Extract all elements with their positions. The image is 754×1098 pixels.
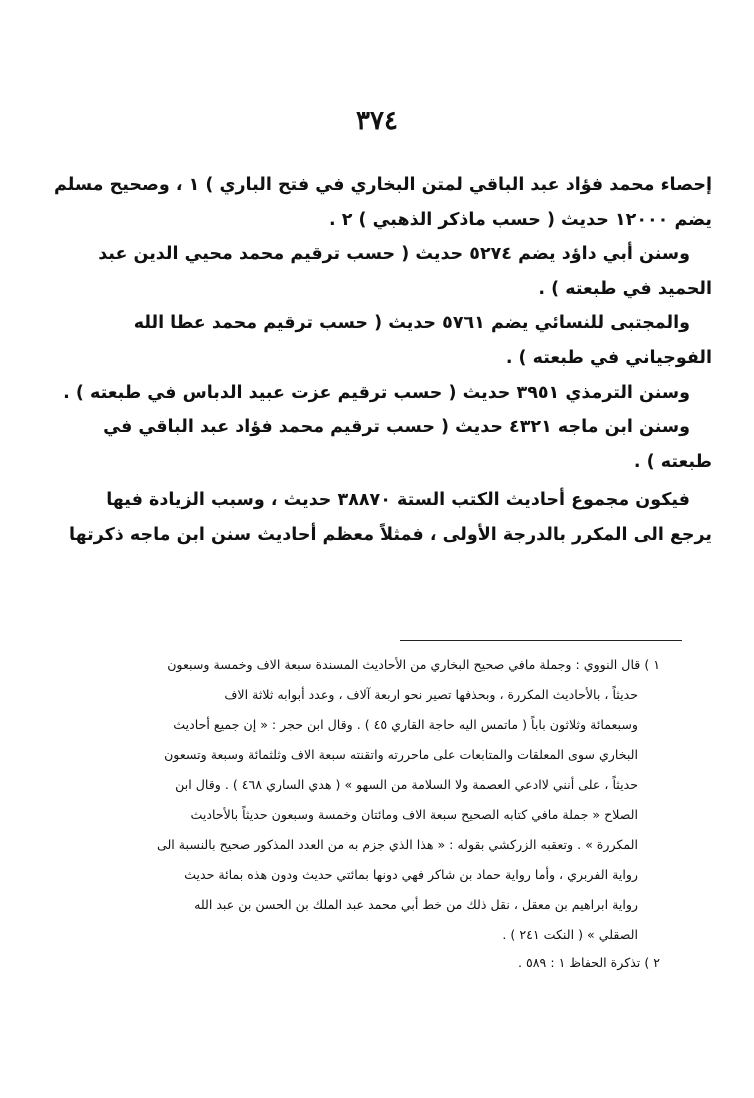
body-line: يضم ١٢٠٠٠ حديث ( حسب ماذكر الذهبي ) ٢ . [328,209,712,230]
body-line: والمجتبى للنسائي يضم ٥٧٦١ حديث ( حسب ترقيم محمد عطا الله [133,313,690,334]
body-line: وسنن الترمذي ٣٩٥١ حديث ( حسب ترقيم عزت عبيد الدباس في طبعته ) . [63,382,690,403]
body-line: يرجع الى المكرر بالدرجة الأولى ، فمثلاً معظم أحاديث سنن ابن ماجه ذكرتها [69,524,712,545]
body-line: وسنن ابن ماجه ٤٣٢١ حديث ( حسب ترقيم محمد فؤاد عبد الباقي في [103,417,690,438]
footnote-1-line: حديثاً ، على أنني لاادعي العصمة ولا السلامة من السهو » ( هدي الساري ٤٦٨ ) . وقال ابن [175,777,638,792]
footnote-2: ٢ ) تذكرة الحفاظ ١ : ٥٨٩ . [518,955,660,970]
footnote-1-line: ١ ) قال النووي : وجملة مافي صحيح البخاري من الأحاديث المسندة سبعة الاف وخمسة وسبعون [167,657,660,672]
body-line: الحميد في طبعته ) . [538,278,712,299]
footnote-1-line: وسبعمائة وثلاثون باباً ( ماتمس اليه حاجة القاري ٤٥ ) . وقال ابن حجر : « إن جميع أحاديث [173,717,638,732]
footnotes [78,650,660,976]
footnote-1-line: حديثاً ، بالأحاديث المكررة ، وبحذفها تصير نحو اربعة آلاف ، وعدد أبوابه ثلاثة الاف [224,687,638,702]
footnote-1-line: رواية ابراهيم بن معقل ، نقل ذلك من خط أبي محمد عبد الملك بن الحسن بن عبد الله [194,897,638,912]
body-line: وسنن أبي داؤد يضم ٥٢٧٤ حديث ( حسب ترقيم محمد محيي الدين عبد [98,244,690,265]
body-line: الفوجياني في طبعته ) . [505,347,712,368]
footnote-divider [400,640,682,641]
footnote-1-line: المكررة » . وتعقبه الزركشي بقوله : « هذا الذي جزم به من العدد المذكور صحيح بالنسبة الى [156,837,638,852]
body-line: إحصاء محمد فؤاد عبد الباقي لمتن البخاري في فتح الباري ) ١ ، وصحيح مسلم [53,175,712,195]
page-number: ٣٧٤ [356,106,398,136]
footnote-1-line: الصقلي » ( النكت ٢٤١ ) . [502,927,638,942]
main-text [53,168,712,553]
body-line: فيكون مجموع أحاديث الكتب الستة ٣٨٨٧٠ حديث ، وسبب الزيادة فيها [106,490,690,511]
footnote-1-line: البخاري سوى المعلقات والمتابعات على ماحررته واتقنته سبعة الاف وثلثمائة وسبعة وتسعون [164,747,638,762]
footnote-1-line: الصلاح « جملة مافي كتابه الصحيح سبعة الاف ومائتان وخمسة وسبعون حديثاً بالأحاديث [190,807,638,822]
footnote-1-line: رواية الفربري ، وأما رواية حماد بن شاكر فهي دونها بمائتي حديث ودون هذه بمائة حديث [184,867,638,882]
body-line: طبعته ) . [633,451,712,472]
